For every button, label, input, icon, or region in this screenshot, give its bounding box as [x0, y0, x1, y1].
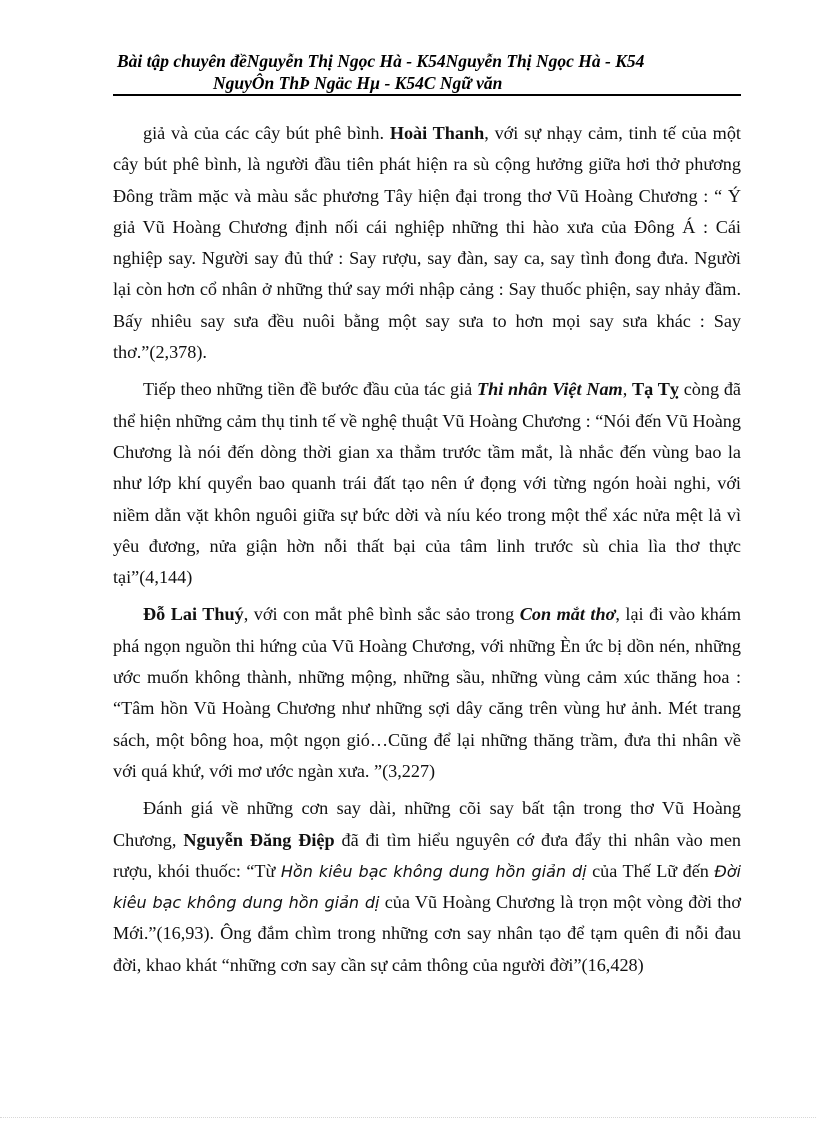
author-hoai-thanh: Hoài Thanh: [389, 123, 485, 143]
paragraph-2: [113, 374, 741, 593]
document-body: [113, 118, 741, 987]
author-nguyen-dang-diep: Nguyễn Đăng Điệp: [183, 829, 335, 850]
quoted-title-1: Hồn kiêu bạc không dung hồn giản dị: [280, 861, 587, 881]
paragraph-1: [113, 118, 741, 368]
p4-text-2: đã đi tìm hiểu nguyên cớ đưa đẩy thi nhân vào men rượu, khói thuốc: “Từ: [113, 829, 741, 881]
p4-text-3: của Thế Lữ đến: [586, 860, 715, 881]
p1-text-1: giả và của các cây bút phê bình.: [143, 123, 390, 143]
author-ta-ty: Tạ Tỵ: [632, 379, 679, 400]
p3-text-2: , lại đi vào khám phá ngọn nguồn thi hứng của Vũ Hoàng Chương, với những Èn ức bị dồn nén, những ước muốn không thành, những mộng, những sầu, những vùng cảm xúc thăng hoa : “Tâm hồn Vũ Hoàng Chương như những sợi dây căng trên vùng hư ảnh. Mét trang sách, một bông hoa, một ngọn gió…Cũng để lại những thăng trầm, đưa thi nhân về với quá khứ, với mơ ước ngàn xưa. ”(3,227): [113, 604, 742, 781]
p2-text-1: Tiếp theo những tiền đề bước đầu của tác giả: [143, 379, 477, 400]
paragraph-3: [113, 599, 741, 787]
header-divider: [113, 94, 741, 96]
p2-text-3: còng đã thể hiện những cảm thụ tinh tế về nghệ thuật Vũ Hoàng Chương : “Nói đến Vũ Hoàng Chương là nói đến dòng thời gian xa thẳm trước tầm mắt, là nhắc đến vùng bao la như lớp khí quyển bao quanh trái đất tạo nên ứ đọng với từng ngón hoài nghi, với niềm dằn vặt khôn nguôi giữa sự bức dời và níu kéo trong một thể xác nửa mệt lả vì yêu đương, nửa giận hờn nỗi thất bại của tâm linh trước sù chia lìa thơ thực tại”(4,144): [113, 379, 742, 588]
work-title-con-mat-tho: Con mắt thơ: [519, 604, 616, 625]
page-header: [113, 50, 741, 94]
header-line-2: NguyÔn ThÞ Ngäc Hµ - K54C Ngữ văn: [213, 73, 503, 93]
p4-text-1: Đánh giá về những cơn say dài, những cõi say bất tận trong thơ Vũ Hoàng Chương,: [113, 798, 741, 850]
p3-text-1: , với con mắt phê bình sắc sảo trong: [243, 604, 520, 625]
header-line-1: Bài tập chuyên đềNguyễn Thị Ngọc Hà - K54Nguyễn Thị Ngọc Hà - K54: [117, 51, 645, 71]
page-bottom-edge: [0, 1117, 816, 1118]
p2-text-2: ,: [622, 379, 633, 400]
author-do-lai-thuy: Đỗ Lai Thuý: [143, 604, 244, 625]
p4-text-4: của Vũ Hoàng Chương là trọn một vòng đời thơ Mới.”(16,93). Ông đắm chìm trong những cơn say nhân tạo để tạm quên đi nỗi đau đời, khao khát “những cơn say cần sự cảm thông của người đời”(16,428): [113, 892, 741, 975]
paragraph-4: [113, 793, 741, 981]
work-title-thi-nhan-viet-nam: Thi nhân Việt Nam: [476, 379, 623, 400]
quoted-title-2: Đời kiêu bạc không dung hồn giản dị: [113, 861, 741, 913]
p1-text-2: , với sự nhạy cảm, tinh tế của một cây bút phê bình, là người đầu tiên phát hiện ra sù cộng hưởng giữa hơi thở phương Đông trầm mặc và màu sắc phương Tây hiện đại trong thơ Vũ Hoàng Chương : “ Ý giả Vũ Hoàng Chương định nối cái nghiệp những thi hào xưa của Đông Á : Cái nghiệp say. Người say đủ thứ : Say rượu, say đàn, say ca, say tình đong đưa. Người lại còn hơn cổ nhân ở những thứ say mới nhập cảng : Say thuốc phiện, say nhảy đầm. Bấy nhiêu say sưa đều nuôi bằng một say sưa to hơn mọi say sưa khác : Say thơ.”(2,378).: [113, 123, 741, 363]
